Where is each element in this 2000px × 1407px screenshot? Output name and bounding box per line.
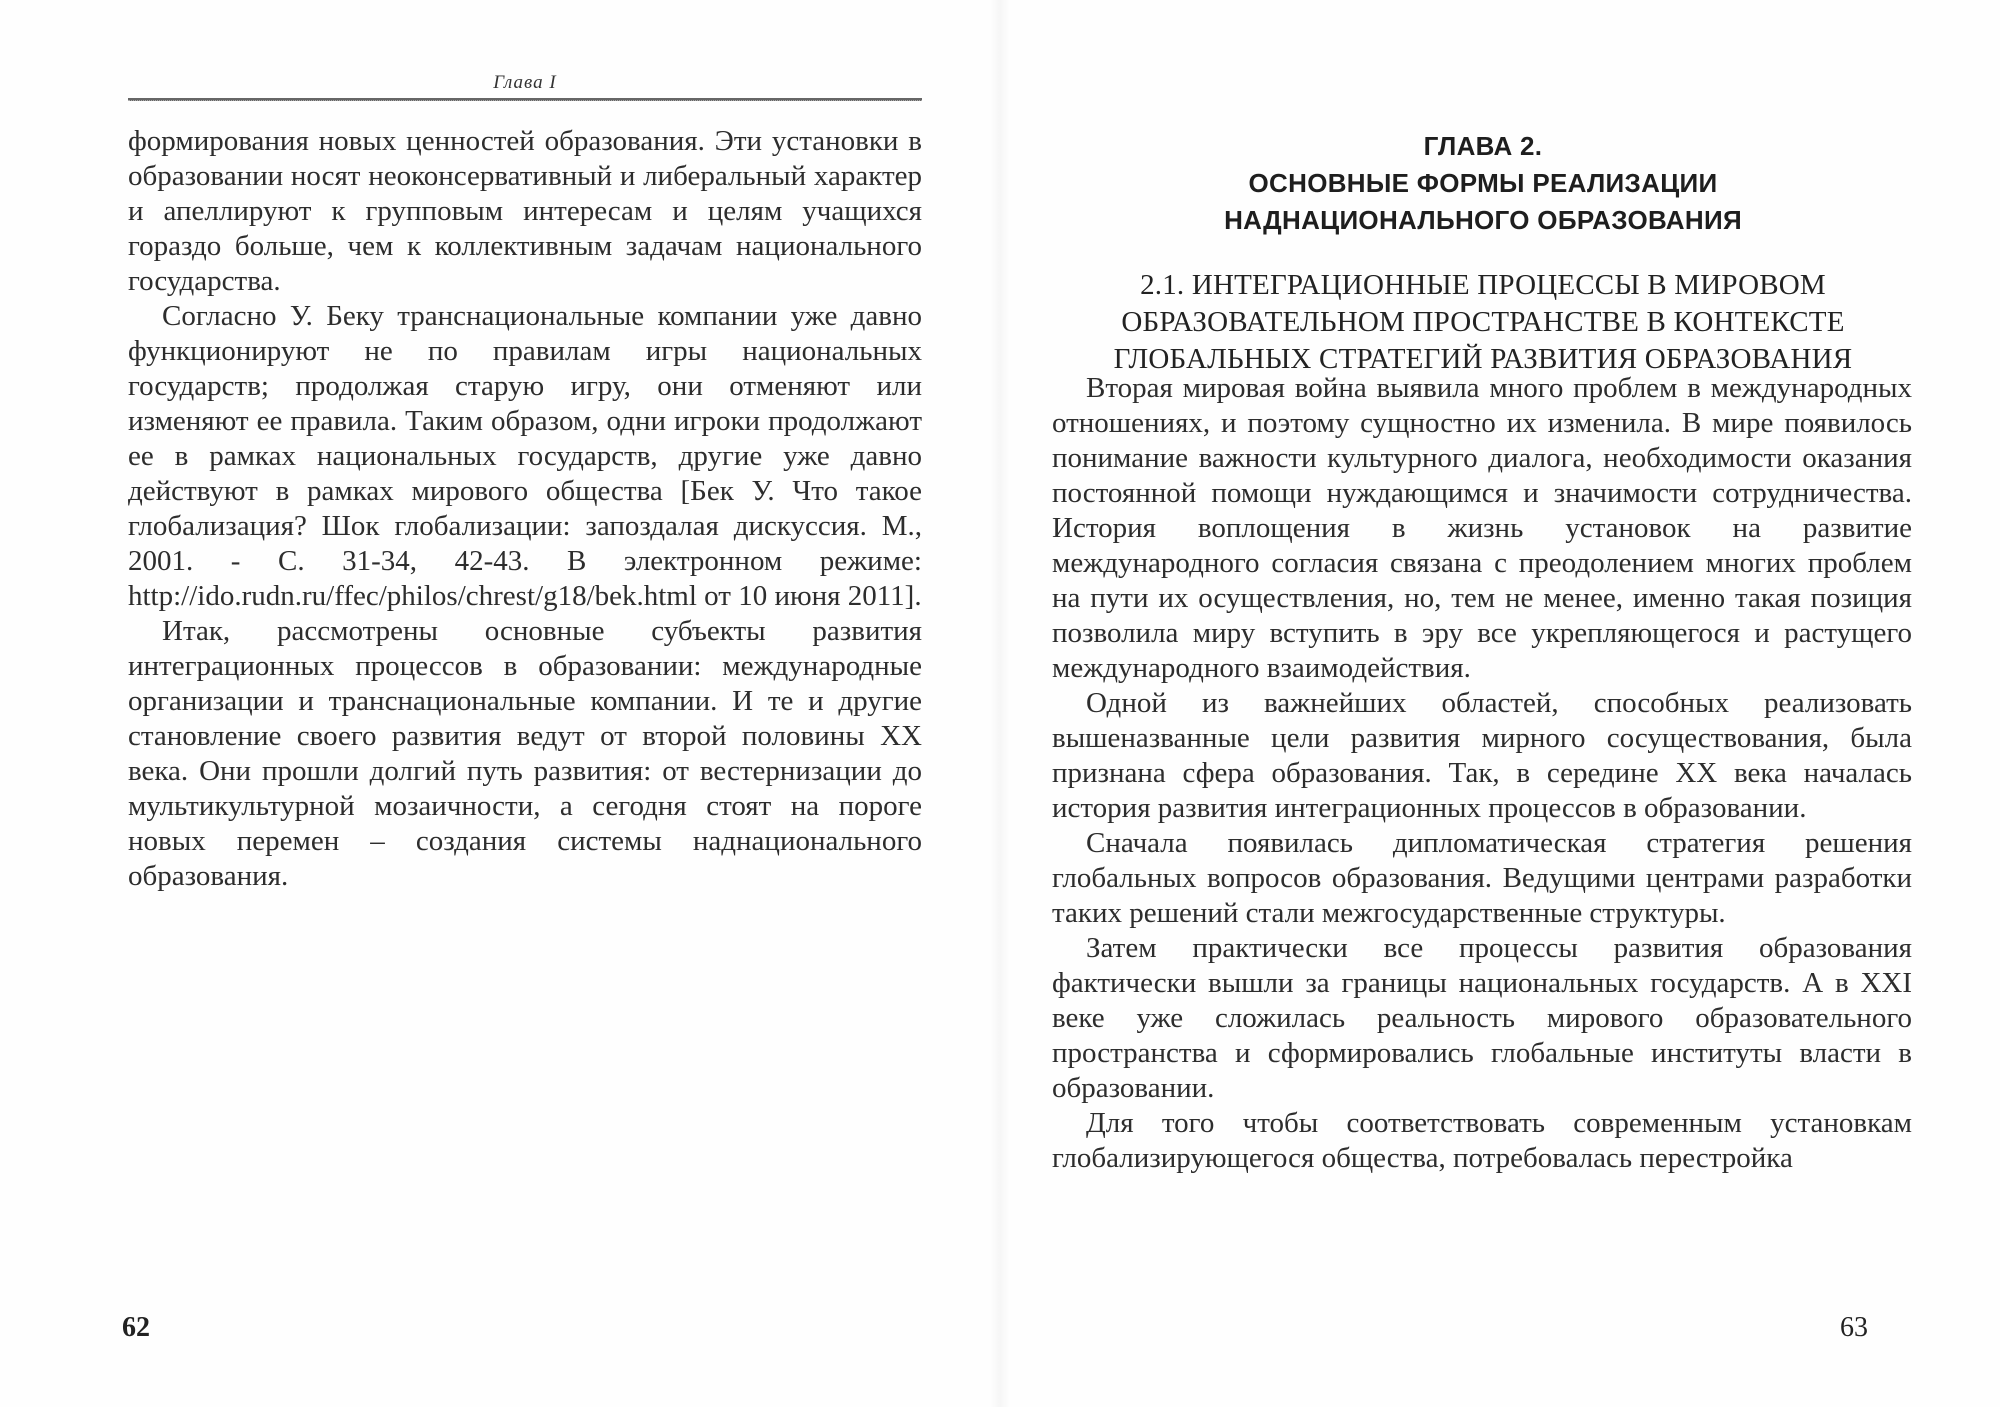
paragraph: Затем практически все процессы развития образования фактически вышли за границы национальных государств. А в XXI веке уже сложилась реальность мирового образовательного пространства и сформировались глобальные институты власти в образовании.	[1052, 932, 1912, 1104]
left-body-text	[128, 124, 922, 894]
header-rule	[128, 98, 922, 101]
paragraph: Согласно У. Беку транснациональные компании уже давно функционируют не по правилам игры национальных государств; продолжая старую игру, они отменяют или изменяют ее правила. Таким образом, одни игроки продолжают ее в рамках национальных государств, другие уже давно действуют в рамках мирового общества [Бек У. Что такое глобализация? Шок глобализации: запоздалая дискуссия. М., 2001. - С. 31-34, 42-43. В электронном режиме: http://ido.rudn.ru/ffec/philos/chrest/g18/bek.html от 10 июня 2011].	[128, 300, 922, 612]
paragraph: формирования новых ценностей образования. Эти установки в образовании носят неоконсервативный и либеральный характер и апеллируют к групповым интересам и целям учащихся гораздо больше, чем к коллективным задачам национального государства.	[128, 125, 922, 297]
chapter-title	[1054, 128, 1912, 239]
page-number-left: 62	[122, 1312, 150, 1343]
paragraph: Вторая мировая война выявила много проблем в международных отношениях, и поэтому сущностно их изменила. В мире появилось понимание важности культурного диалога, необходимости оказания постоянной помощи нуждающимся и значимости сотрудничества. История воплощения в жизнь установок на развитие международного согласия связана с преодолением многих проблем на пути их осуществления, но, тем не менее, именно такая позиция позволила миру вступить в эру все укрепляющегося и растущего международного взаимодействия.	[1052, 372, 1912, 684]
paragraph: Одной из важнейших областей, способных реализовать вышеназванные цели развития мирного сосуществования, была признана сфера образования. Так, в середине XX века началась история развития интеграционных процессов в образовании.	[1052, 687, 1912, 824]
paragraph: Итак, рассмотрены основные субъекты развития интеграционных процессов в образовании: международные организации и транснациональные компании. И те и другие становление своего развития ведут от второй половины XX века. Они прошли долгий путь развития: от вестернизации до мультикультурной мозаичности, а сегодня стоят на пороге новых перемен – создания системы наднационального образования.	[128, 615, 922, 892]
section-title	[1054, 267, 1912, 378]
section-title-line: 2.1. ИНТЕГРАЦИОННЫЕ ПРОЦЕССЫ В МИРОВОМ	[1140, 269, 1826, 301]
chapter-title-line: НАДНАЦИОНАЛЬНОГО ОБРАЗОВАНИЯ	[1224, 205, 1742, 235]
section-title-line: ОБРАЗОВАТЕЛЬНОМ ПРОСТРАНСТВЕ В КОНТЕКСТЕ	[1121, 306, 1845, 338]
page-number-right: 63	[1840, 1312, 1868, 1343]
paragraph: Для того чтобы соответствовать современным установкам глобализирующегося общества, потребовалась перестройка	[1052, 1107, 1912, 1174]
right-page	[1000, 0, 2000, 1407]
chapter-title-line: ОСНОВНЫЕ ФОРМЫ РЕАЛИЗАЦИИ	[1248, 168, 1718, 198]
running-head: Глава I	[493, 72, 557, 93]
chapter-title-line: ГЛАВА 2.	[1423, 131, 1543, 161]
right-body-text	[1052, 371, 1912, 1176]
section-title-line: ГЛОБАЛЬНЫХ СТРАТЕГИЙ РАЗВИТИЯ ОБРАЗОВАНИЯ	[1113, 343, 1853, 375]
paragraph: Сначала появилась дипломатическая стратегия решения глобальных вопросов образования. Ведущими центрами разработки таких решений стали межгосударственные структуры.	[1052, 827, 1912, 929]
